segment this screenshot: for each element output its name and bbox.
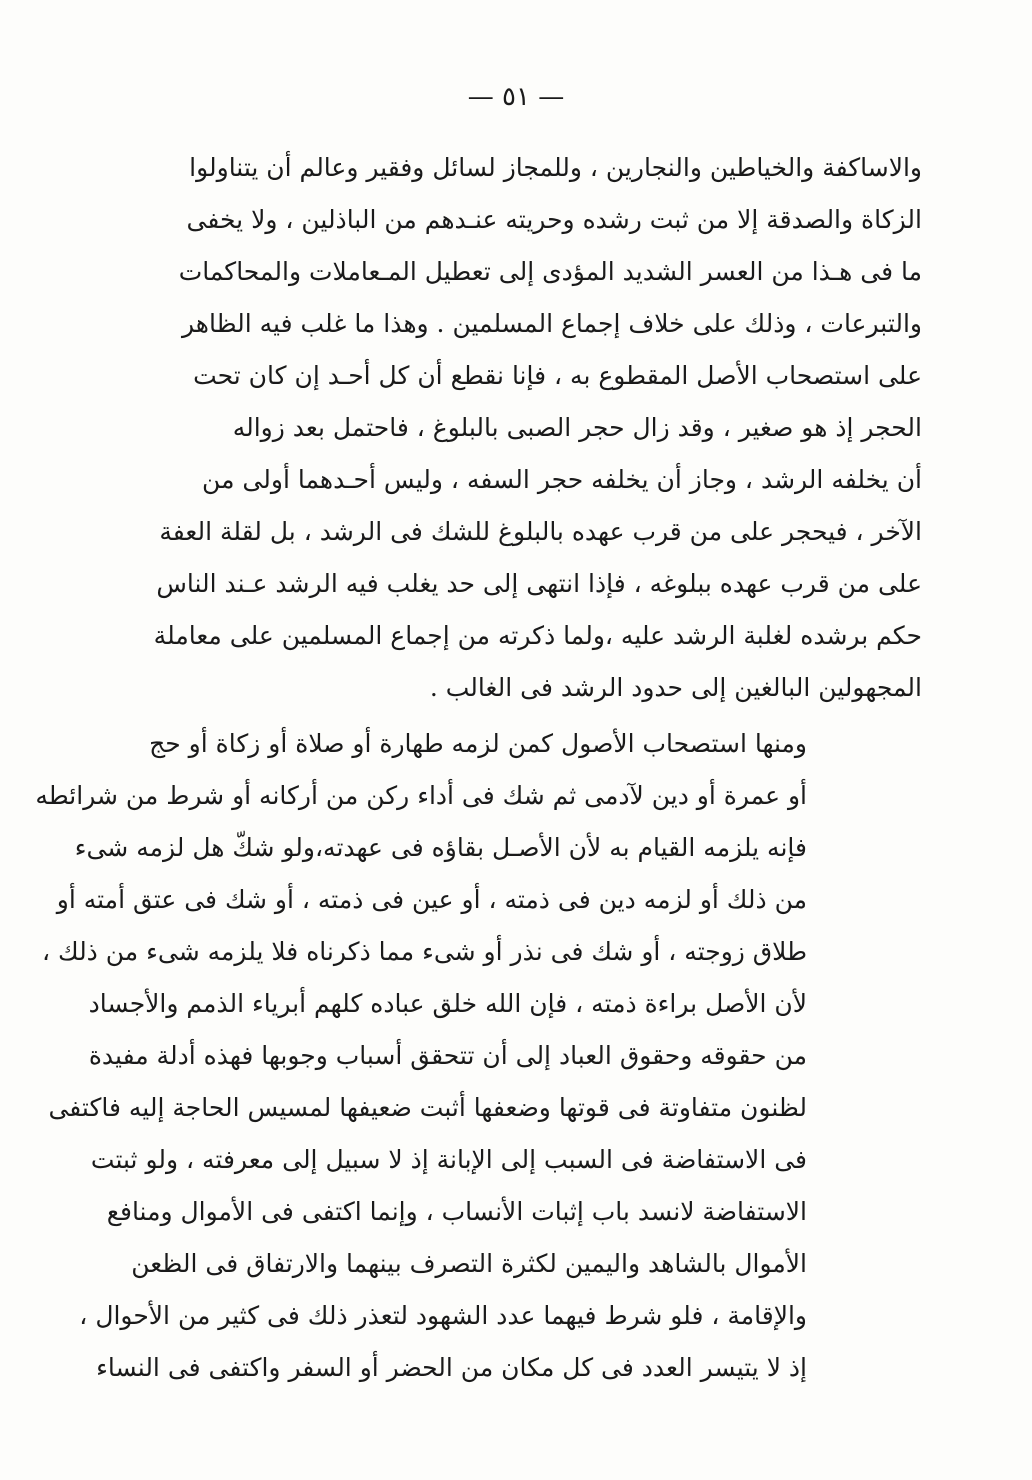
text-line: والإقامة ، فلو شرط فيهما عدد الشهود لتعذر ذلك فى كثير من الأحوال ، <box>79 1301 807 1330</box>
paragraph-1 <box>137 142 922 714</box>
text-line: حكم برشده لغلبة الرشد عليه ،ولما ذكرته من إجماع المسلمين على معاملة <box>153 621 922 650</box>
text-line: ما فى هـذا من العسر الشديد المؤدى إلى تعطيل المـعاملات والمحاكمات <box>178 257 922 286</box>
text-line: الزكاة والصدقة إلا من ثبت رشده وحريته عنـدهم من الباذلين ، ولا يخفى <box>186 205 922 234</box>
text-line: أو عمرة أو دين لآدمى ثم شك فى أداء ركن من أركانه أو شرط من شرائطه <box>35 781 807 810</box>
text-line: على من قرب عهده ببلوغه ، فإذا انتهى إلى حد يغلب فيه الرشد عـند الناس <box>156 569 922 598</box>
text-line: والاساكفة والخياطين والنجارين ، وللمجاز لسائل وفقير وعالم أن يتناولوا <box>189 153 922 182</box>
text-line: لأن الأصل براءة ذمته ، فإن الله خلق عباده كلهم أبرياء الذمم والأجساد <box>88 989 807 1018</box>
text-line: على استصحاب الأصل المقطوع به ، فإنا نقطع أن كل أحـد إن كان تحت <box>193 361 922 390</box>
text-line: المجهولين البالغين إلى حدود الرشد فى الغالب . <box>429 673 922 702</box>
text-line: ومنها استصحاب الأصول كمن لزمه طهارة أو صلاة أو زكاة أو حج <box>149 729 807 758</box>
text-line: الآخر ، فيحجر على من قرب عهده بالبلوغ للشك فى الرشد ، بل لقلة العفة <box>159 517 922 546</box>
text-line: أن يخلفه الرشد ، وجاز أن يخلفه حجر السفه ، وليس أحـدهما أولى من <box>202 465 922 494</box>
text-line: لظنون متفاوتة فى قوتها وضعفها أثبت ضعيفها لمسيس الحاجة إليه فاكتفى <box>48 1093 807 1122</box>
text-line: الأموال بالشاهد واليمين لكثرة التصرف بينهما والارتفاق فى الظعن <box>131 1249 807 1278</box>
text-line: الحجر إذ هو صغير ، وقد زال حجر الصبى بالبلوغ ، فاحتمل بعد زواله <box>232 413 922 442</box>
text-line: طلاق زوجته ، أو شك فى نذر أو شىء مما ذكرناه فلا يلزمه شىء من ذلك ، <box>41 937 807 966</box>
text-line: من حقوقه وحقوق العباد إلى أن تتحقق أسباب وجوبها فهذه أدلة مفيدة <box>88 1041 807 1070</box>
text-line: من ذلك أو لزمه دين فى ذمته ، أو عين فى ذمته ، أو شك فى عتق أمته أو <box>56 885 807 914</box>
page-number: — ٥١ — <box>467 82 565 112</box>
paragraph-2 <box>35 718 807 1394</box>
text-line: الاستفاضة لانسد باب إثبات الأنساب ، وإنما اكتفى فى الأموال ومنافع <box>106 1197 807 1226</box>
text-line: فى الاستفاضة فى السبب إلى الإبانة إذ لا سبيل إلى معرفته ، ولو ثبتت <box>90 1145 807 1174</box>
text-line: والتبرعات ، وذلك على خلاف إجماع المسلمين . وهذا ما غلب فيه الظاهر <box>182 309 922 338</box>
text-line: إذ لا يتيسر العدد فى كل مكان من الحضر أو السفر واكتفى فى النساء <box>96 1353 807 1382</box>
text-line: فإنه يلزمه القيام به لأن الأصـل بقاؤه فى عهدته،ولو شكّ هل لزمه شىء <box>74 833 807 862</box>
